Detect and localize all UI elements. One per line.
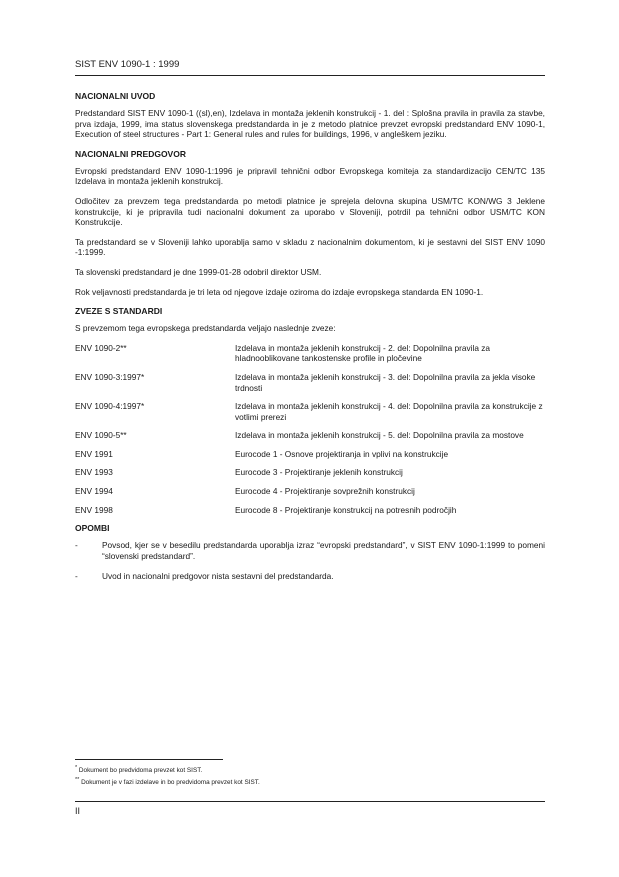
reference-code: ENV 1090-3:1997* <box>75 371 145 382</box>
reference-row <box>75 467 545 478</box>
running-header: SIST ENV 1090-1 : 1999 <box>75 59 180 70</box>
reference-description: Eurocode 3 - Projektiranje jeklenih konstrukcij <box>235 467 403 478</box>
footnotes <box>75 764 260 787</box>
reference-row <box>75 430 545 441</box>
references-heading: ZVEZE S STANDARDI <box>75 306 163 317</box>
reference-description: Eurocode 4 - Projektiranje sovprežnih konstrukcij <box>235 486 415 497</box>
reference-row <box>75 343 545 364</box>
notes-heading: OPOMBI <box>75 523 110 534</box>
reference-description: Eurocode 8 - Projektiranje konstrukcij na potresnih področjih <box>235 504 457 515</box>
reference-row <box>75 505 545 516</box>
footnote <box>75 776 260 788</box>
reference-description: Izdelava in montaža jeklenih konstrukcij - 3. del: Dopolnilna pravila za jekla visoke trdnosti <box>235 371 536 393</box>
reference-row <box>75 401 545 422</box>
footnote-mark: * <box>75 765 78 771</box>
footnote-mark: ** <box>75 776 80 783</box>
intro-paragraph: Predstandard SIST ENV 1090-1 ((sl),en), Izdelava in montaža jeklenih konstrukcij - 1. del : Splošna pravila in pravila za stavbe, prva izdaja, 1999, ima status slovenskega predstandarda in je z metodo platnice prevzet evropski predstandard ENV 1090-1, Execution of steel structures - Part 1: General rules and rules for buildings, 1996, v angleškem jeziku. <box>75 108 545 140</box>
reference-code: ENV 1090-5** <box>75 430 127 441</box>
footer-rule <box>75 801 545 802</box>
reference-code: ENV 1994 <box>75 486 113 497</box>
footnote-text: Dokument bo predvidoma prevzet kot SIST. <box>78 767 203 775</box>
reference-description: Izdelava in montaža jeklenih konstrukcij - 2. del: Dopolnilna pravila za hladnooblikovane tankostenske profile in pločevine <box>235 342 491 364</box>
foreword-paragraph: Rok veljavnosti predstandarda je tri leta od njegove izdaje oziroma do izdaje evropskega standarda EN 1090-1. <box>75 286 484 297</box>
foreword-paragraph: Ta slovenski predstandard je dne 1999-01-28 odobril direktor USM. <box>75 266 322 277</box>
reference-row <box>75 449 545 460</box>
reference-code: ENV 1090-4:1997* <box>75 401 145 412</box>
reference-description: Izdelava in montaža jeklenih konstrukcij - 4. del: Dopolnilna pravila za konstrukcije z votlimi prerezi <box>235 401 543 422</box>
page-number: II <box>75 806 81 816</box>
reference-row <box>75 486 545 497</box>
header-rule <box>75 75 545 76</box>
reference-code: ENV 1998 <box>75 504 113 515</box>
foreword-paragraph: Odločitev za prevzem tega predstandarda po metodi platnice je sprejela delovna skupina USM/TC KON/WG 3 Jeklene konstrukcije, ki je pripravila tudi nacionalni dokument za uporabo v Sloveniji, potrdil pa tehnični odbor USM/TC KON Konstrukcije. <box>75 195 545 228</box>
footnote <box>75 764 260 776</box>
references-intro: S prevzemom tega evropskega predstandarda veljajo naslednje zveze: <box>75 323 336 334</box>
reference-code: ENV 1993 <box>75 467 113 478</box>
note-text: Povsod, kjer se v besedilu predstandarda uporablja izraz “evropski predstandard”, v SIST ENV 1090-1:1999 to pomeni “slovenski predstandard”. <box>102 540 545 561</box>
foreword-heading: NACIONALNI PREDGOVOR <box>75 148 186 159</box>
note-item <box>75 571 545 582</box>
note-text: Uvod in nacionalni predgovor nista sestavni del predstandarda. <box>102 571 334 582</box>
note-item <box>75 540 545 561</box>
reference-code: ENV 1090-2** <box>75 342 127 353</box>
footnote-text: Dokument je v fazi izdelave in bo predvidoma prevzet kot SIST. <box>81 778 260 786</box>
reference-code: ENV 1991 <box>75 448 113 459</box>
reference-description: Eurocode 1 - Osnove projektiranja in vplivi na konstrukcije <box>235 448 449 459</box>
footnote-separator <box>75 759 223 760</box>
intro-heading: NACIONALNI UVOD <box>75 91 156 101</box>
page-content <box>75 91 545 592</box>
foreword-paragraph: Evropski predstandard ENV 1090-1:1996 je pripravil tehnični odbor Evropskega komiteja za standardizacijo CEN/TC 135 Izdelava in montaža jeklenih konstrukcij. <box>75 165 545 187</box>
note-dash: - <box>75 540 78 551</box>
note-dash: - <box>75 571 78 582</box>
reference-description: Izdelava in montaža jeklenih konstrukcij - 5. del: Dopolnilna pravila za mostove <box>235 430 524 441</box>
reference-row <box>75 372 545 393</box>
foreword-paragraph: Ta predstandard se v Sloveniji lahko uporablja samo v skladu z nacionalnim dokumentom, ki je sestavni del SIST ENV 1090 -1:1999. <box>75 236 545 258</box>
